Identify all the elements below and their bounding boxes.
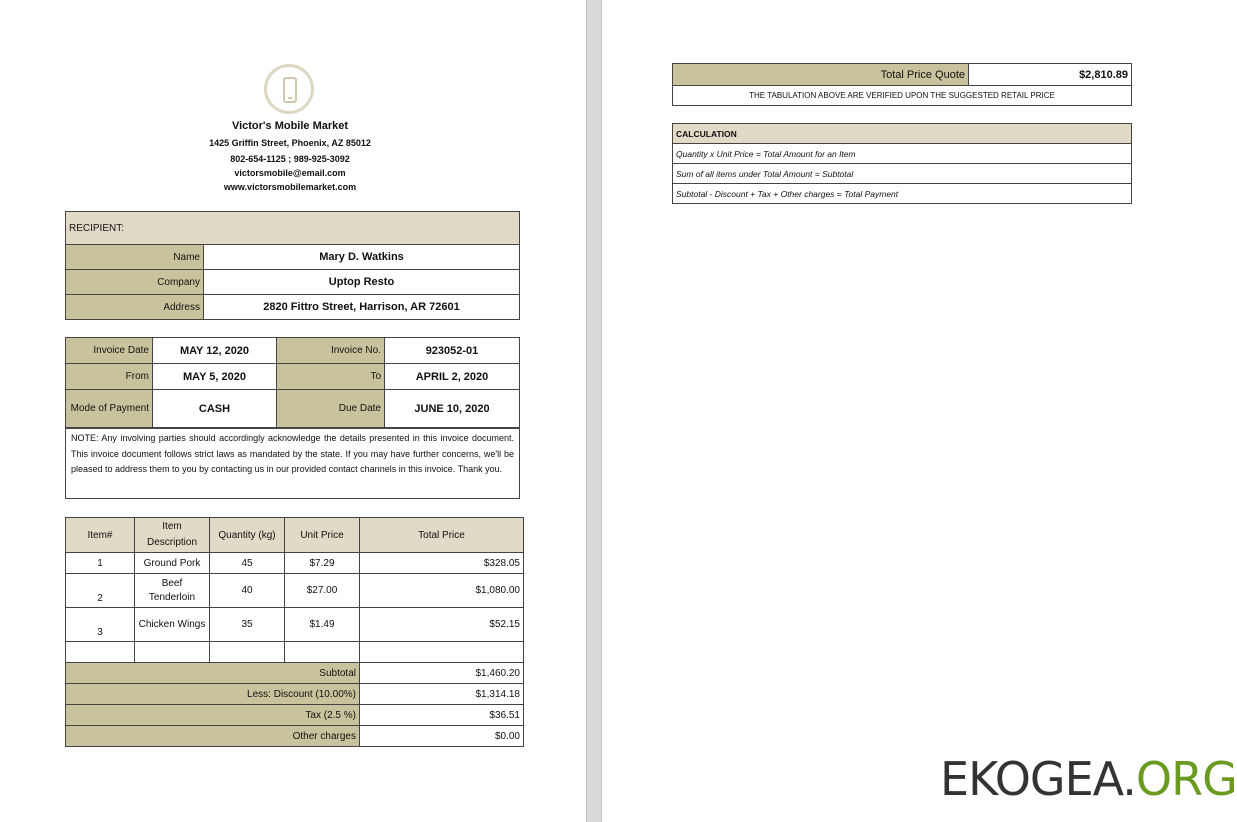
name-label: Name: [66, 245, 204, 270]
company-label: Company: [66, 270, 204, 295]
table-row: [66, 553, 524, 574]
watermark-tld: ORG: [1135, 752, 1237, 806]
invoice-info-table: [65, 337, 520, 428]
tax-label: Tax (2.5 %): [66, 705, 360, 726]
calculation-line: Sum of all items under Total Amount = Subtotal: [673, 164, 1132, 184]
subtotal-value: $1,460.20: [360, 663, 524, 684]
payment-mode: CASH: [153, 390, 277, 428]
quote-table: [672, 63, 1132, 106]
items-table: [65, 517, 524, 747]
empty-cell: [135, 642, 210, 663]
recipient-name: Mary D. Watkins: [204, 245, 520, 270]
invoice-no-label: Invoice No.: [277, 338, 385, 364]
recipient-table: [65, 211, 520, 320]
item-qty: 45: [210, 553, 285, 574]
empty-cell: [285, 642, 360, 663]
watermark-logo: [940, 752, 1237, 806]
item-total: $328.05: [360, 553, 524, 574]
item-desc: Chicken Wings: [135, 608, 210, 642]
item-unit: $27.00: [285, 574, 360, 608]
phone-logo-icon: [264, 64, 314, 114]
total-quote-label: Total Price Quote: [673, 64, 969, 86]
item-unit: $7.29: [285, 553, 360, 574]
empty-cell: [360, 642, 524, 663]
item-desc: Ground Pork: [135, 553, 210, 574]
page-gutter: [586, 0, 602, 822]
to-label: To: [277, 364, 385, 390]
item-num: 1: [66, 553, 135, 574]
subtotal-label: Subtotal: [66, 663, 360, 684]
col-item-num: Item#: [66, 518, 135, 553]
invoice-date-label: Invoice Date: [66, 338, 153, 364]
col-unit-price: Unit Price: [285, 518, 360, 553]
tax-value: $36.51: [360, 705, 524, 726]
table-row: [66, 574, 524, 608]
table-row: [66, 608, 524, 642]
other-charges-value: $0.00: [360, 726, 524, 747]
item-desc: Beef Tenderloin: [135, 574, 210, 608]
company-phones: 802-654-1125 ; 989-925-3092: [230, 154, 350, 164]
invoice-note: NOTE: Any involving parties should accordingly acknowledge the details presented in this invoice document. This invoice document follows strict laws as mandated by the state. If you may have further concerns, we'll be pleased to address them to you by contacting us in our provided contact channels in this invoice. Thank you.: [65, 428, 520, 499]
empty-cell: [210, 642, 285, 663]
calculation-line: Subtotal - Discount + Tax + Other charges = Total Payment: [673, 184, 1132, 204]
item-num: 2: [66, 574, 135, 608]
invoice-no: 923052-01: [385, 338, 520, 364]
other-charges-label: Other charges: [66, 726, 360, 747]
company-address: 1425 Griffin Street, Phoenix, AZ 85012: [209, 138, 371, 148]
discount-value: $1,314.18: [360, 684, 524, 705]
address-label: Address: [66, 295, 204, 320]
item-num: 3: [66, 608, 135, 642]
total-quote-value: $2,810.89: [969, 64, 1132, 86]
item-qty: 40: [210, 574, 285, 608]
col-quantity: Quantity (kg): [210, 518, 285, 553]
item-total: $52.15: [360, 608, 524, 642]
col-total-price: Total Price: [360, 518, 524, 553]
recipient-heading: RECIPIENT:: [66, 212, 520, 245]
payment-label: Mode of Payment: [66, 390, 153, 428]
verification-text: THE TABULATION ABOVE ARE VERIFIED UPON THE SUGGESTED RETAIL PRICE: [673, 86, 1132, 106]
item-unit: $1.49: [285, 608, 360, 642]
calculation-table: [672, 123, 1132, 204]
item-qty: 35: [210, 608, 285, 642]
due-date-label: Due Date: [277, 390, 385, 428]
invoice-date: MAY 12, 2020: [153, 338, 277, 364]
recipient-address: 2820 Fittro Street, Harrison, AR 72601: [204, 295, 520, 320]
from-label: From: [66, 364, 153, 390]
company-website: www.victorsmobilemarket.com: [223, 182, 357, 192]
watermark-text: EKOGEA.: [940, 752, 1136, 806]
item-total: $1,080.00: [360, 574, 524, 608]
col-description: Item Description: [135, 518, 210, 553]
company-name: Victor's Mobile Market: [231, 120, 349, 132]
empty-row: [66, 642, 524, 663]
to-date: APRIL 2, 2020: [385, 364, 520, 390]
company-email: victorsmobile@email.com: [234, 168, 346, 178]
empty-cell: [66, 642, 135, 663]
due-date: JUNE 10, 2020: [385, 390, 520, 428]
recipient-company: Uptop Resto: [204, 270, 520, 295]
calculation-heading: CALCULATION: [673, 124, 1132, 144]
calculation-line: Quantity x Unit Price = Total Amount for an Item: [673, 144, 1132, 164]
discount-label: Less: Discount (10.00%): [66, 684, 360, 705]
from-date: MAY 5, 2020: [153, 364, 277, 390]
